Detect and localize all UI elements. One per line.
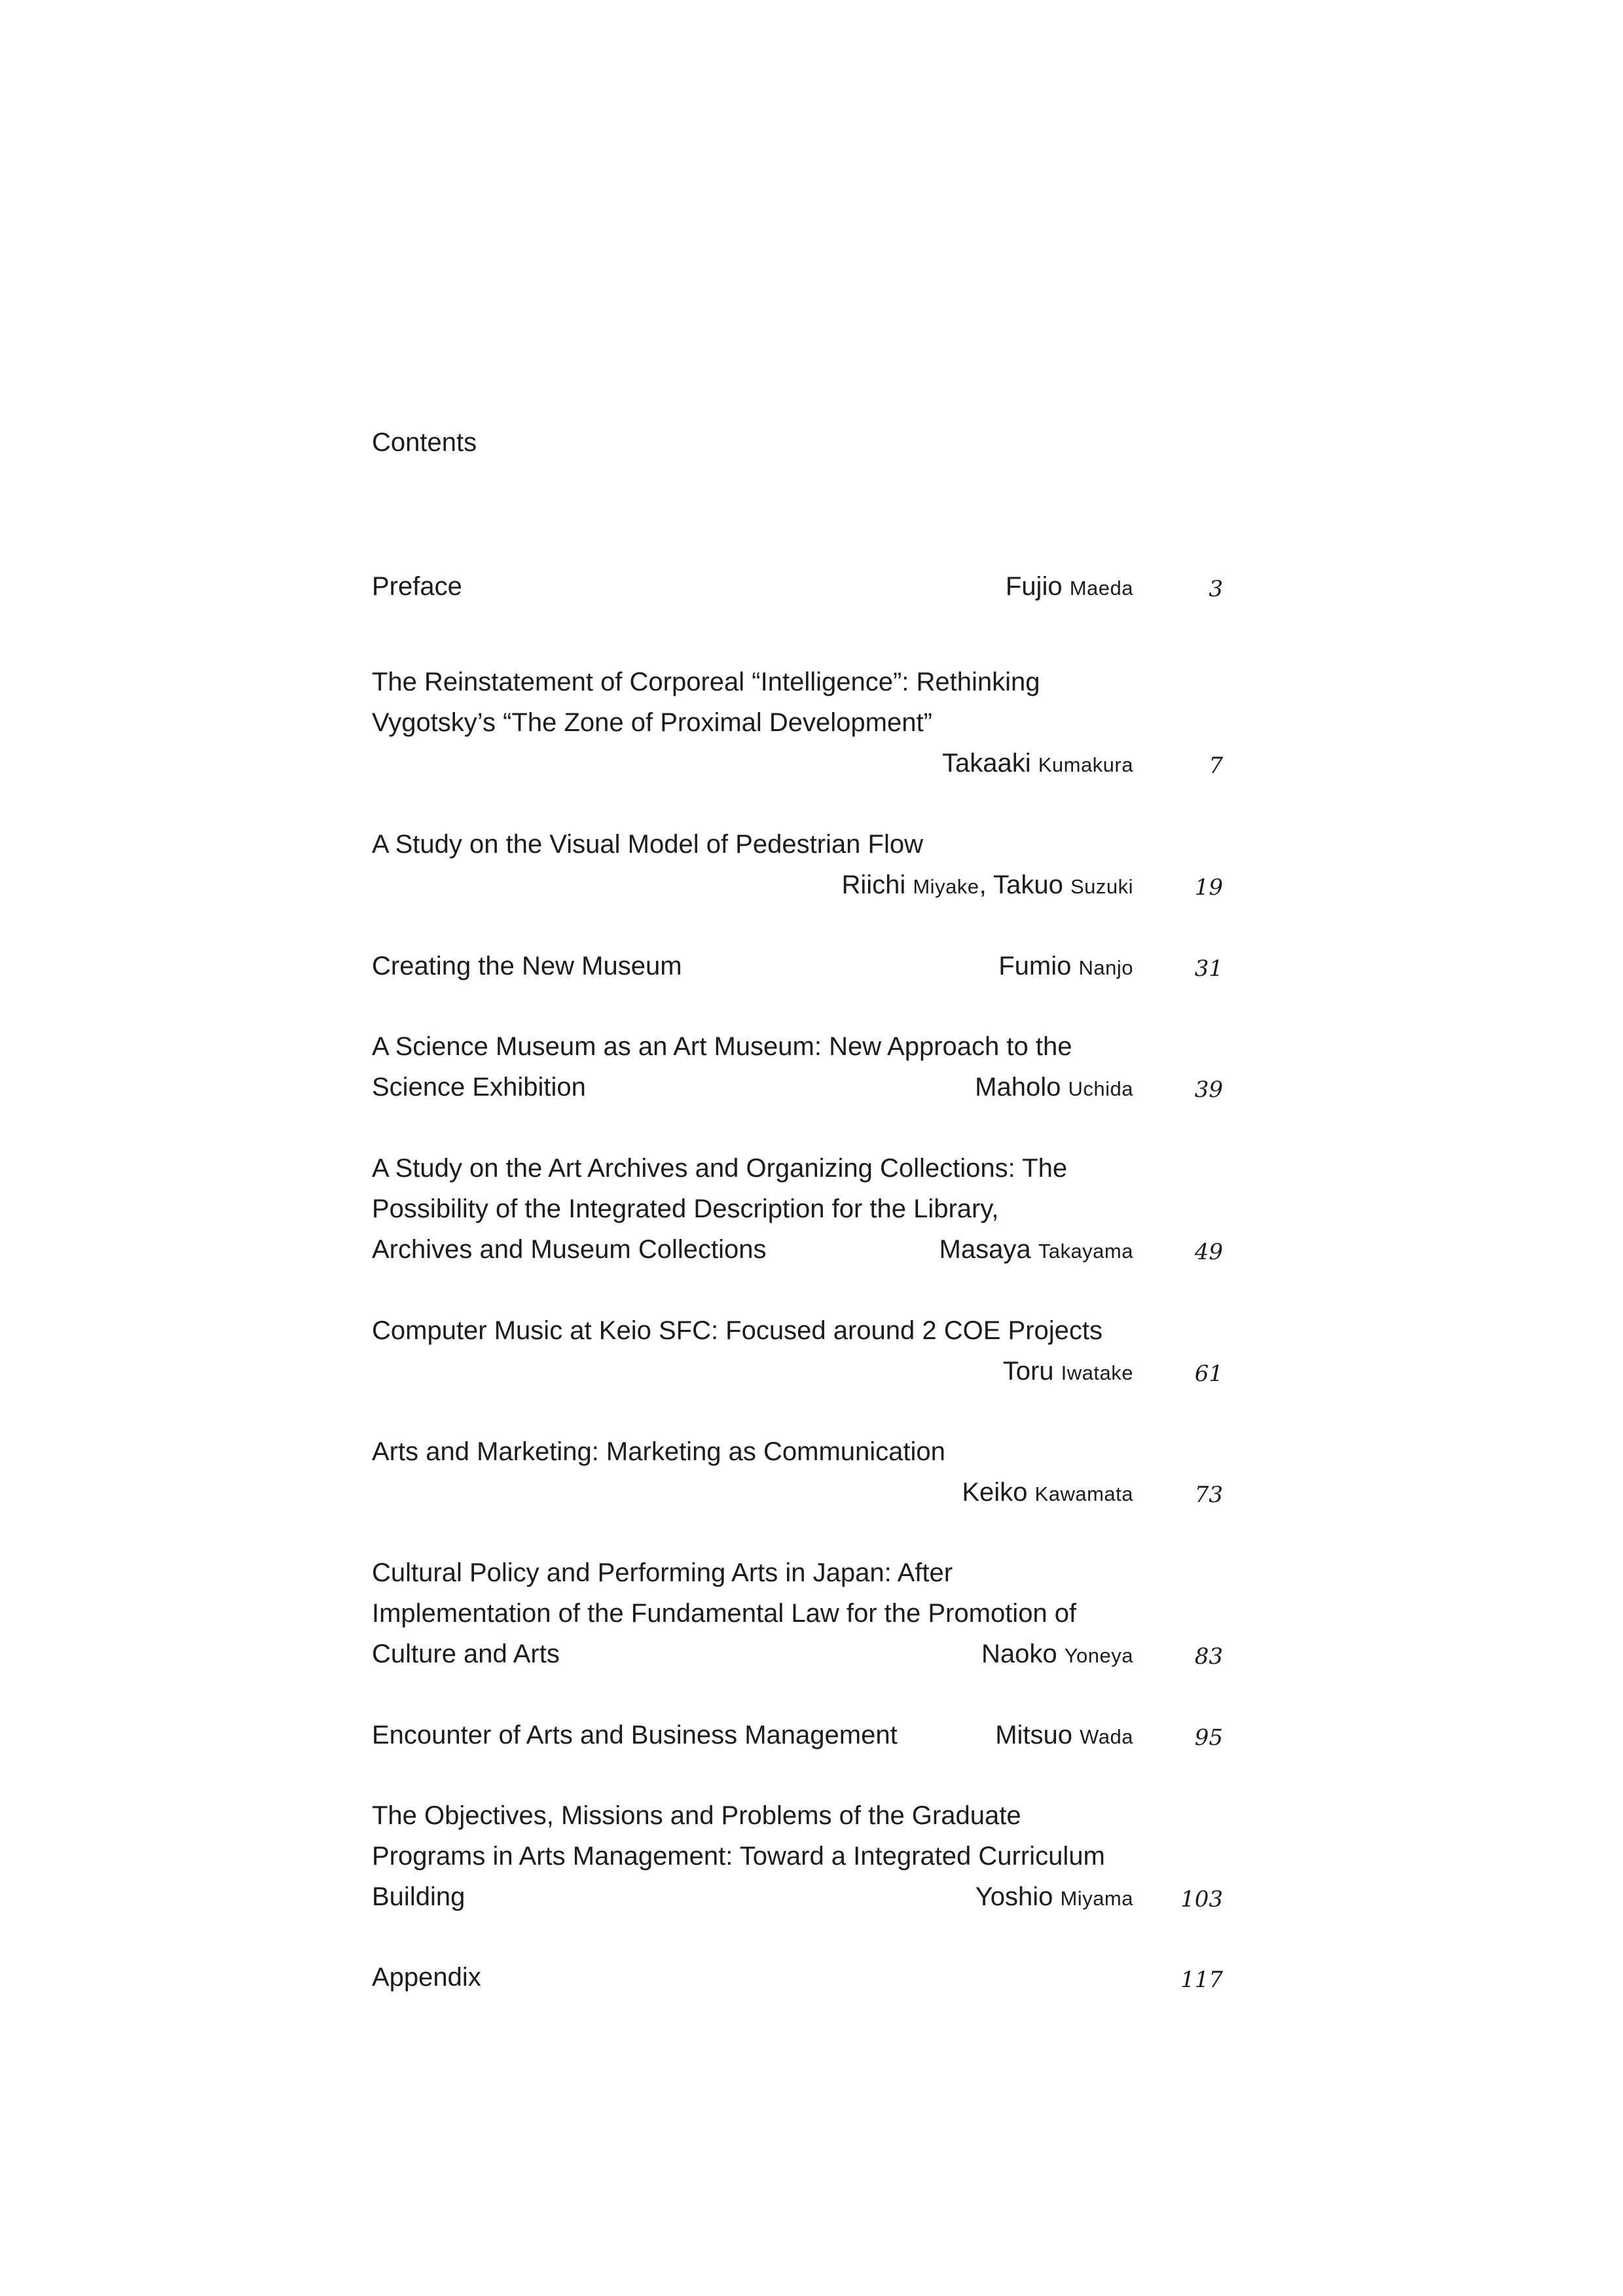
- entry-title-line: A Study on the Visual Model of Pedestrian Flow: [372, 830, 923, 859]
- entry-last-line: [372, 865, 1223, 905]
- author-given-name: Takaaki: [941, 749, 1031, 778]
- entry-author: [939, 1229, 1133, 1272]
- toc-entry-preface: [372, 566, 1223, 607]
- toc-entry-cultural-policy: [372, 1552, 1223, 1674]
- author-given-name: Riichi: [841, 870, 906, 899]
- entry-last-line: [372, 1876, 1223, 1917]
- author-family-name: Miyama: [1060, 1887, 1133, 1910]
- author-family-name: Wada: [1080, 1725, 1133, 1748]
- author-given-name: Yoshio: [975, 1882, 1053, 1911]
- entry-last-line: [372, 1351, 1223, 1391]
- toc-entry-graduate-programs: [372, 1795, 1223, 1917]
- entry-page-number: 73: [1194, 1482, 1223, 1508]
- toc-entry-art-archives: [372, 1148, 1223, 1270]
- author-given-name: Naoko: [981, 1640, 1057, 1668]
- entry-title-line: Arts and Marketing: Marketing as Communication: [372, 1437, 945, 1466]
- author-family-name: Kumakura: [1038, 753, 1133, 776]
- entry-last-line: [372, 1229, 1223, 1270]
- author-family-name: Uchida: [1068, 1077, 1133, 1100]
- toc-entry-computer-music: [372, 1310, 1223, 1391]
- author-family-name: Takayama: [1038, 1240, 1133, 1263]
- entry-author: [975, 1067, 1133, 1109]
- entry-page-number: 61: [1194, 1361, 1223, 1387]
- author-given-name: Mitsuo: [995, 1721, 1073, 1749]
- author-family-name: Nanjo: [1078, 956, 1133, 979]
- entry-last-line: [372, 1634, 1223, 1674]
- author-family-name: Miyake: [913, 875, 979, 898]
- entry-title: Creating the New Museum: [372, 952, 682, 980]
- entry-last-line: [372, 1472, 1223, 1513]
- author-given-name: Keiko: [962, 1478, 1028, 1507]
- entry-author: [942, 743, 1133, 785]
- entry-page-number: 39: [1194, 1077, 1223, 1103]
- author-given-name: Masaya: [939, 1235, 1031, 1264]
- author-given-name: Fujio: [1005, 572, 1063, 601]
- entry-author: [976, 1876, 1133, 1919]
- entry-author: [962, 1472, 1133, 1515]
- entry-title-line: The Objectives, Missions and Problems of the Graduate: [372, 1801, 1021, 1830]
- entry-title-line: Cultural Policy and Performing Arts in Japan: After: [372, 1558, 953, 1587]
- author-family-name: Yoneya: [1064, 1644, 1133, 1667]
- author-given-name: Fumio: [998, 952, 1072, 980]
- entry-page-number: 117: [1180, 1967, 1223, 1993]
- entry-page-number: 31: [1194, 956, 1223, 982]
- entry-title: Building: [372, 1882, 465, 1911]
- entry-author: [1006, 566, 1133, 609]
- author-family-name: Maeda: [1069, 577, 1133, 600]
- entry-page-number: 7: [1209, 753, 1223, 779]
- entry-title: Archives and Museum Collections: [372, 1235, 767, 1264]
- entry-last-line: [372, 1067, 1223, 1107]
- entry-page-number: 49: [1194, 1239, 1223, 1265]
- entry-author: [998, 946, 1133, 988]
- author-family-name: Iwatake: [1061, 1361, 1133, 1384]
- toc-entry-appendix: [372, 1957, 1223, 1998]
- entry-title-line: A Study on the Art Archives and Organizing Collections: The: [372, 1154, 1068, 1183]
- author-family-name: Kawamata: [1034, 1482, 1133, 1505]
- entry-author: [995, 1715, 1133, 1757]
- page-heading: Contents: [372, 428, 477, 457]
- entry-last-line: [372, 946, 1223, 986]
- entry-last-line: [372, 566, 1223, 607]
- entry-title: Encounter of Arts and Business Management: [372, 1721, 898, 1749]
- entry-title: Culture and Arts: [372, 1640, 560, 1668]
- entry-title-line: Vygotsky’s “The Zone of Proximal Development”: [372, 708, 932, 737]
- author-given-name: Takuo: [993, 870, 1063, 899]
- entry-page-number: 95: [1194, 1725, 1223, 1751]
- toc-entry-science-museum: [372, 1026, 1223, 1107]
- toc-entry-business-management: [372, 1715, 1223, 1755]
- toc-entry-pedestrian-flow: [372, 824, 1223, 905]
- entry-title-line: Computer Music at Keio SFC: Focused around 2 COE Projects: [372, 1316, 1103, 1345]
- entry-page-number: 3: [1209, 576, 1223, 602]
- author-given-name: Toru: [1002, 1357, 1054, 1386]
- entry-last-line: [372, 743, 1223, 783]
- author-given-name: Maholo: [975, 1073, 1061, 1102]
- entry-title-line: The Reinstatement of Corporeal “Intelligence”: Rethinking: [372, 668, 1040, 696]
- entry-last-line: [372, 1957, 1223, 1998]
- toc-entry-arts-marketing: [372, 1431, 1223, 1513]
- entry-title-line: Implementation of the Fundamental Law for the Promotion of: [372, 1599, 1077, 1628]
- entry-title: Preface: [372, 572, 462, 601]
- entry-title: Science Exhibition: [372, 1073, 586, 1102]
- entry-author: Riichi Miyake, Takuo Suzuki: [841, 870, 1133, 899]
- toc-entry-new-museum: [372, 946, 1223, 986]
- entry-title-line: Possibility of the Integrated Description for the Library,: [372, 1194, 999, 1223]
- toc-entry-corporeal-intelligence: [372, 662, 1223, 783]
- author-family-name: Suzuki: [1070, 875, 1133, 898]
- entry-page-number: 103: [1180, 1886, 1223, 1912]
- entry-last-line: [372, 1715, 1223, 1755]
- entry-page-number: 19: [1194, 874, 1223, 901]
- entry-page-number: 83: [1194, 1643, 1223, 1670]
- entry-title: Appendix: [372, 1963, 481, 1992]
- entry-title-line: Programs in Arts Management: Toward a Integrated Curriculum: [372, 1842, 1105, 1871]
- entry-author: [1003, 1351, 1133, 1393]
- entry-title-line: A Science Museum as an Art Museum: New Approach to the: [372, 1032, 1072, 1061]
- entry-author: [981, 1634, 1133, 1676]
